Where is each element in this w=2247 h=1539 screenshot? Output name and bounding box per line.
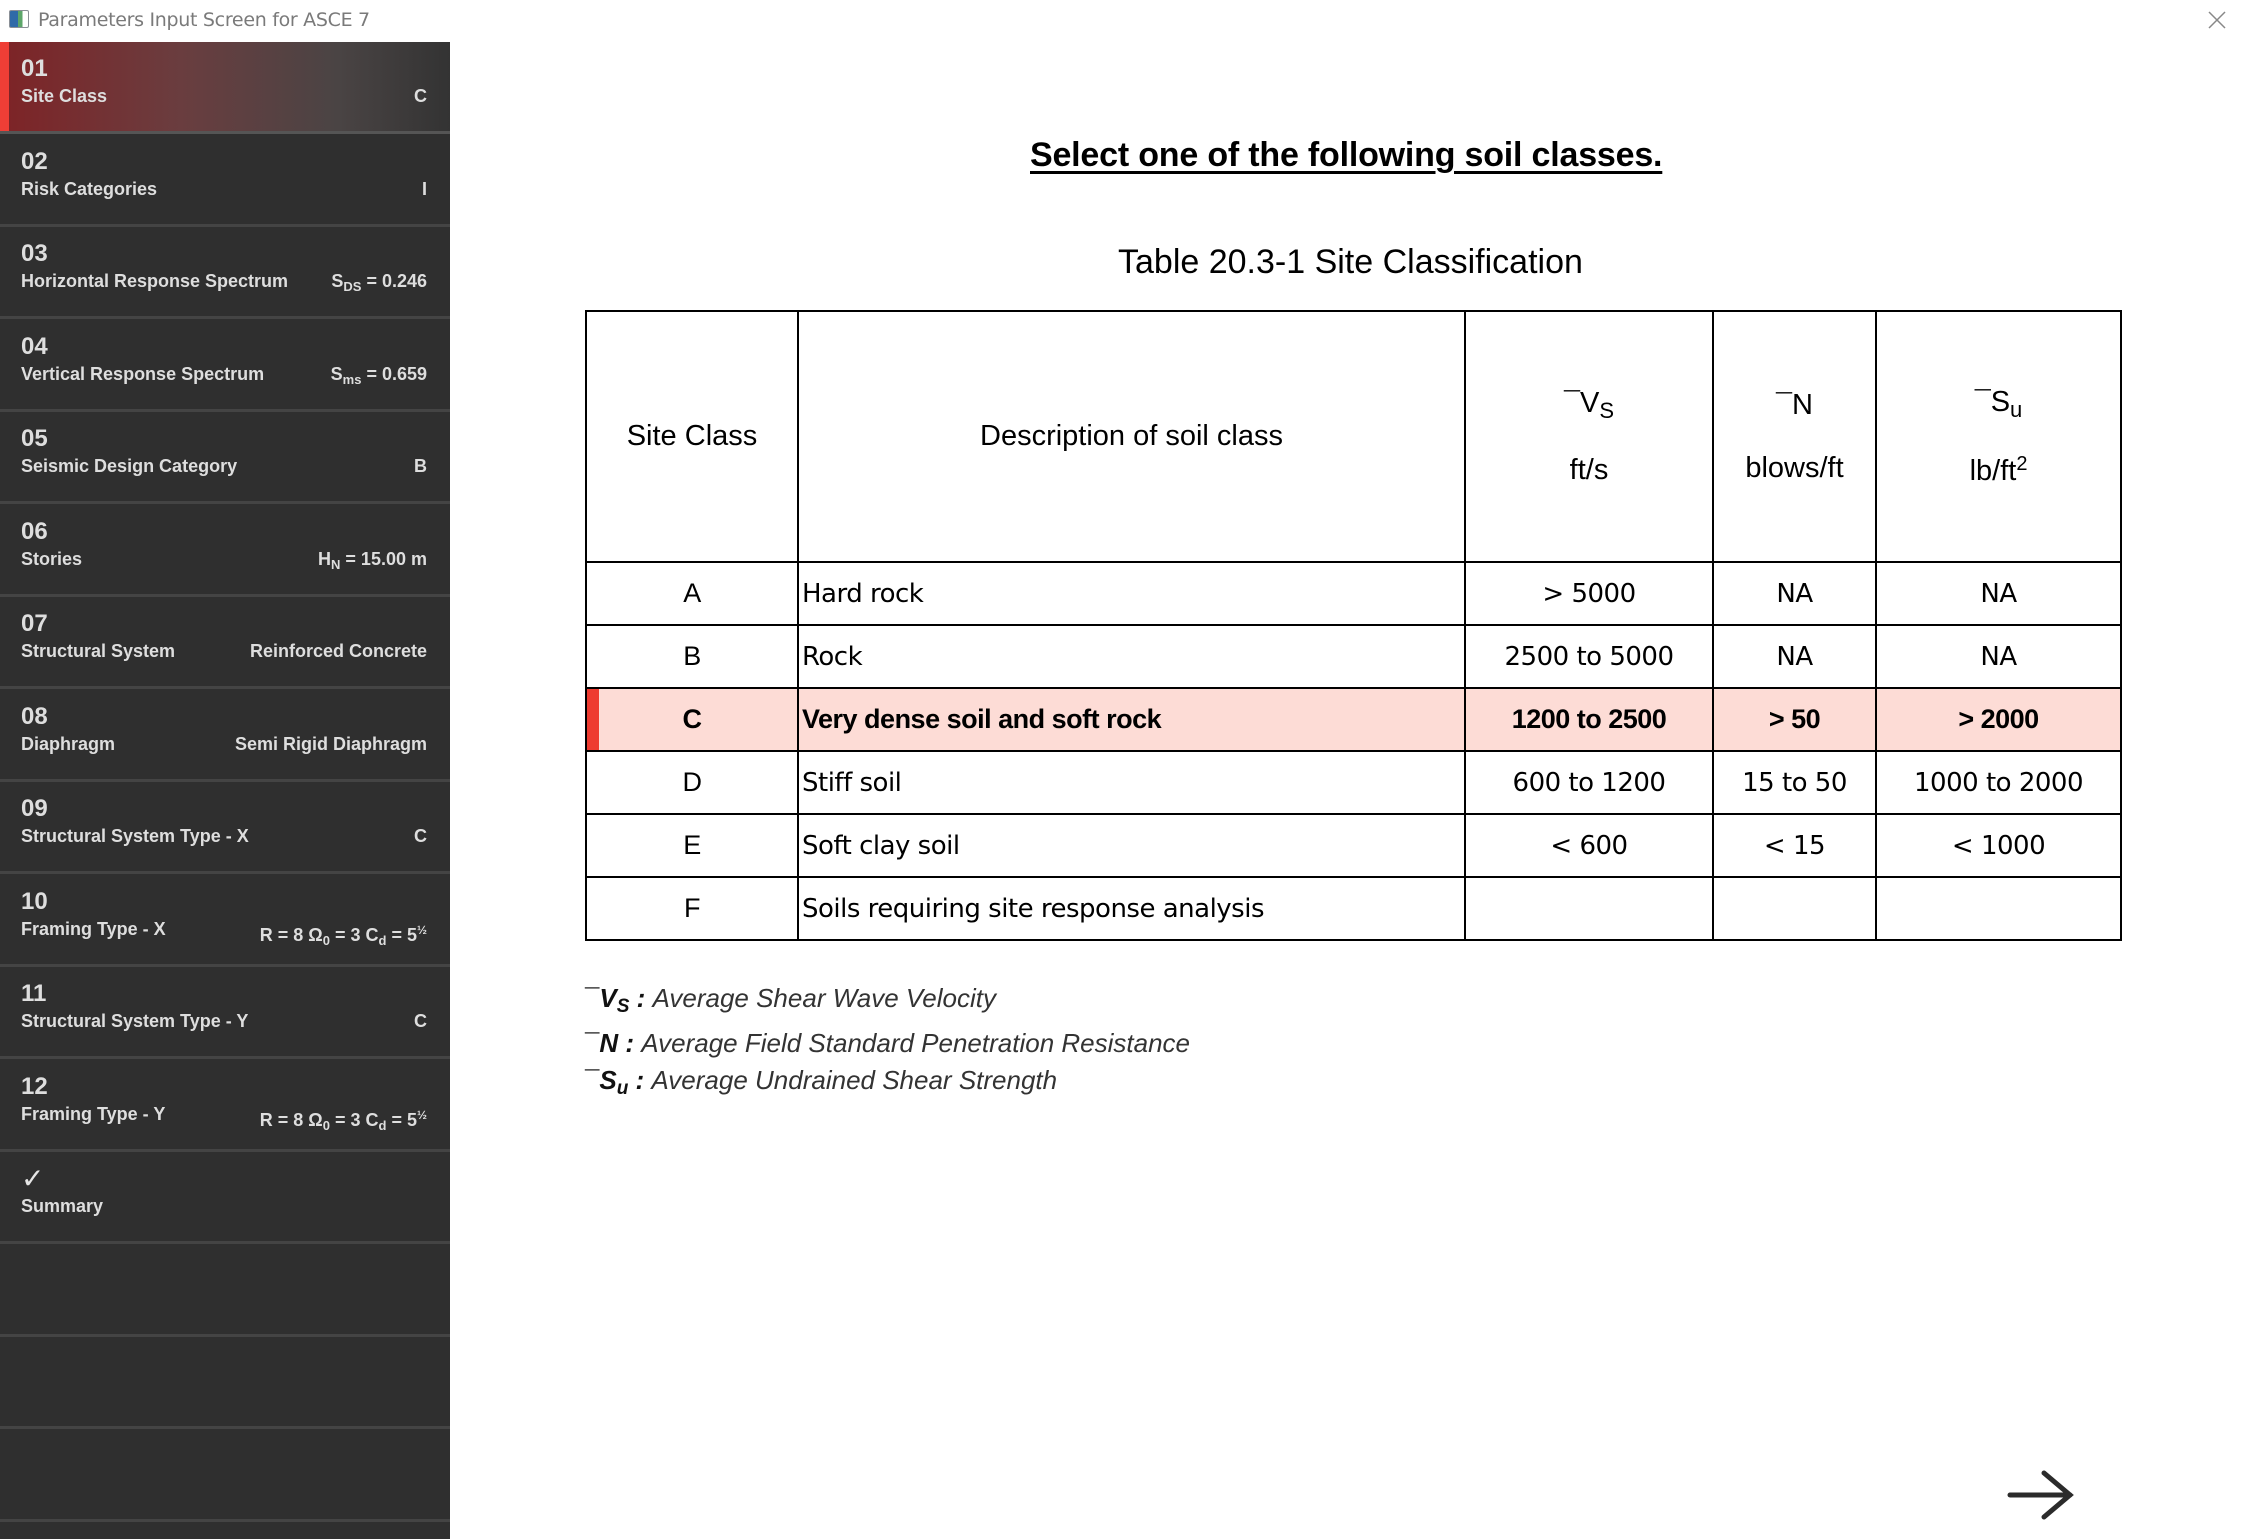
value-symbol: S [330, 363, 343, 384]
vs-symbol [1466, 387, 1712, 424]
value-number: = 0.246 [361, 271, 427, 291]
cell-vs: 600 to 1200 [1465, 751, 1713, 814]
cell-su: 1000 to 2000 [1876, 751, 2121, 814]
cell-n: NA [1713, 562, 1876, 625]
header-description: Description of soil class [798, 311, 1465, 562]
su-subscript: u [2010, 396, 2023, 422]
value-symbol: S [331, 271, 344, 291]
step-number: 09 [21, 795, 48, 822]
page-heading: Select one of the following soil classes. [1030, 136, 1663, 174]
step-label: Risk Categories [21, 178, 158, 199]
value-number: = 0.659 [361, 363, 427, 384]
sidebar-item-summary[interactable] [0, 1152, 450, 1244]
legend-text: Average Shear Wave Velocity [652, 983, 996, 1013]
su-letter: ¯S [1974, 385, 2011, 418]
value-subscript: ms [342, 371, 362, 387]
step-label: Structural System Type - Y [21, 1011, 249, 1031]
table-row-site-class-d[interactable] [586, 751, 2121, 814]
sidebar-item-diaphragm[interactable] [0, 690, 450, 782]
cell-n: > 50 [1713, 688, 1876, 751]
step-number: 07 [21, 610, 48, 637]
vs-unit: ft/s [1569, 453, 1609, 486]
sidebar-empty-slot [0, 1430, 450, 1522]
value-number: = 15.00 m [340, 548, 427, 569]
sidebar-item-vertical-response-spectrum[interactable] [0, 320, 450, 412]
cell-su [1876, 877, 2121, 940]
sidebar-item-framing-type-x[interactable] [0, 875, 450, 967]
step-label: Framing Type - Y [21, 1103, 166, 1124]
cell-n: NA [1713, 625, 1876, 688]
header-vs [1465, 311, 1713, 562]
step-number: 04 [21, 332, 48, 360]
cd-fraction: ½ [416, 1107, 427, 1122]
cell-description: Rock [798, 625, 1465, 688]
cell-su: < 1000 [1876, 814, 2121, 877]
legend-symbol [585, 983, 653, 1017]
legend-item-n [585, 1025, 1190, 1062]
arrow-right-icon[interactable] [2000, 1465, 2080, 1525]
step-value: Reinforced Concrete [249, 641, 427, 661]
vs-subscript: S [1599, 397, 1615, 423]
cell-site-class: E [586, 814, 798, 877]
step-label: Horizontal Response Spectrum [21, 271, 289, 291]
cell-vs [1465, 877, 1713, 940]
header-n [1713, 311, 1876, 562]
header-site-class: Site Class [586, 311, 798, 562]
sidebar-empty-slot [0, 1245, 450, 1337]
step-value: Semi Rigid Diaphragm [234, 733, 427, 754]
su-unit-text: lb/ft [1969, 454, 2017, 487]
su-unit [1969, 452, 2028, 487]
cell-vs: 1200 to 2500 [1465, 688, 1713, 751]
sidebar-item-structural-system-type-x[interactable] [0, 782, 450, 874]
value-symbol: H [318, 548, 332, 569]
legend-letter: ¯V [585, 983, 617, 1013]
step-number: 05 [21, 425, 48, 452]
cd-fraction: ½ [416, 922, 427, 937]
legend-item-vs [585, 980, 1190, 1025]
cell-site-class: B [586, 625, 798, 688]
value-subscript: DS [343, 279, 362, 294]
table-row-site-class-f[interactable] [586, 877, 2121, 940]
su-symbol [1877, 386, 2120, 423]
omega-value: = 3 C [329, 1109, 379, 1130]
cell-su: NA [1876, 562, 2121, 625]
omega-symbol: Ω [308, 924, 323, 945]
omega-subscript: 0 [322, 1117, 330, 1133]
step-number: 12 [21, 1072, 48, 1100]
legend-symbol [585, 1028, 641, 1058]
omega-value: = 3 C [329, 924, 379, 945]
step-value: C [414, 1011, 427, 1031]
title-bar [0, 0, 2247, 42]
table-header-row [586, 311, 2121, 562]
cell-description: Soft clay soil [798, 814, 1465, 877]
legend-separator: : [628, 1065, 652, 1095]
legend-item-su [585, 1062, 1190, 1107]
checkmark-icon: ✓ [21, 1162, 45, 1195]
step-label: Stories [21, 548, 83, 569]
cd-value: = 5 [386, 1109, 417, 1130]
table-row-site-class-c[interactable] [586, 688, 2121, 751]
table-caption: Table 20.3-1 Site Classification [1118, 243, 1583, 281]
legend-letter: ¯N [585, 1028, 619, 1058]
omega-subscript: 0 [322, 932, 330, 948]
su-unit-exponent: 2 [2016, 452, 2028, 475]
table-row-site-class-e[interactable] [586, 814, 2121, 877]
vs-letter: ¯V [1563, 386, 1600, 419]
sidebar-item-structural-system[interactable] [0, 597, 450, 689]
step-number: 11 [21, 980, 47, 1007]
cell-description: Hard rock [798, 562, 1465, 625]
step-label: Vertical Response Spectrum [21, 363, 265, 384]
step-value: I [421, 178, 427, 199]
app-window-icon [9, 10, 29, 28]
sidebar-item-horizontal-response-spectrum[interactable] [0, 227, 450, 319]
step-label: Summary [21, 1196, 104, 1216]
step-number: 03 [21, 240, 48, 267]
cell-description: Very dense soil and soft rock [798, 688, 1465, 751]
sidebar-item-stories[interactable] [0, 505, 450, 597]
step-label: Site Class [21, 86, 108, 106]
cd-subscript: d [378, 1117, 387, 1133]
cell-vs: 2500 to 5000 [1465, 625, 1713, 688]
legend-text: Average Undrained Shear Strength [651, 1065, 1058, 1095]
step-value [260, 923, 427, 948]
step-value [318, 549, 427, 572]
step-number: 06 [21, 517, 48, 545]
r-factor: R = 8 [259, 1109, 309, 1130]
step-label: Seismic Design Category [21, 456, 238, 476]
legend-separator: : [629, 983, 653, 1013]
step-value [331, 364, 427, 387]
sidebar-item-risk-categories[interactable] [0, 135, 450, 227]
cd-value: = 5 [386, 924, 417, 945]
table-row-site-class-a[interactable] [586, 562, 2121, 625]
site-classification-table [585, 310, 2122, 941]
legend-subscript: S [616, 996, 630, 1017]
sidebar [0, 42, 450, 1539]
cell-vs: < 600 [1465, 814, 1713, 877]
step-value [260, 1108, 427, 1133]
step-number: 02 [21, 147, 48, 175]
cell-site-class: A [586, 562, 798, 625]
legend-separator: : [618, 1028, 642, 1058]
step-label: Diaphragm [21, 733, 116, 754]
header-su [1876, 311, 2121, 562]
cell-n: 15 to 50 [1713, 751, 1876, 814]
close-icon[interactable] [2203, 6, 2231, 34]
value-subscript: N [331, 556, 341, 572]
cell-site-class: D [586, 751, 798, 814]
table-row-site-class-b[interactable] [586, 625, 2121, 688]
omega-symbol: Ω [308, 1109, 323, 1130]
step-number: 08 [21, 702, 48, 730]
r-factor: R = 8 [259, 924, 309, 945]
window-title: Parameters Input Screen for ASCE 7 [38, 9, 370, 31]
cell-su: NA [1876, 625, 2121, 688]
cd-subscript: d [378, 932, 387, 948]
legend-letter: ¯S [585, 1065, 617, 1095]
cell-site-class: C [586, 688, 798, 751]
n-symbol: ¯N [1776, 388, 1813, 421]
cell-n [1713, 877, 1876, 940]
cell-description: Soils requiring site response analysis [798, 877, 1465, 940]
cell-vs: > 5000 [1465, 562, 1713, 625]
legend-subscript: u [616, 1078, 629, 1099]
symbol-legend [585, 980, 1190, 1107]
cell-n: < 15 [1713, 814, 1876, 877]
step-label: Structural System Type - X [21, 826, 249, 846]
step-value: C [414, 826, 427, 846]
step-value: B [414, 456, 427, 476]
sidebar-item-framing-type-y[interactable] [0, 1060, 450, 1152]
cell-su: > 2000 [1876, 688, 2121, 751]
sidebar-empty-slot [0, 1337, 450, 1429]
n-unit: blows/ft [1745, 451, 1844, 484]
step-label: Framing Type - X [21, 918, 166, 939]
legend-symbol [585, 1065, 652, 1099]
legend-text: Average Field Standard Penetration Resistance [641, 1028, 1190, 1058]
step-number: 01 [21, 55, 48, 82]
step-number: 10 [21, 887, 48, 915]
step-value [331, 271, 427, 294]
step-label: Structural System [21, 641, 176, 661]
sidebar-item-site-class[interactable] [0, 42, 450, 134]
cell-site-class: F [586, 877, 798, 940]
sidebar-item-seismic-design-category[interactable] [0, 412, 450, 504]
cell-description: Stiff soil [798, 751, 1465, 814]
step-value: C [414, 86, 427, 106]
sidebar-item-structural-system-type-y[interactable] [0, 967, 450, 1059]
